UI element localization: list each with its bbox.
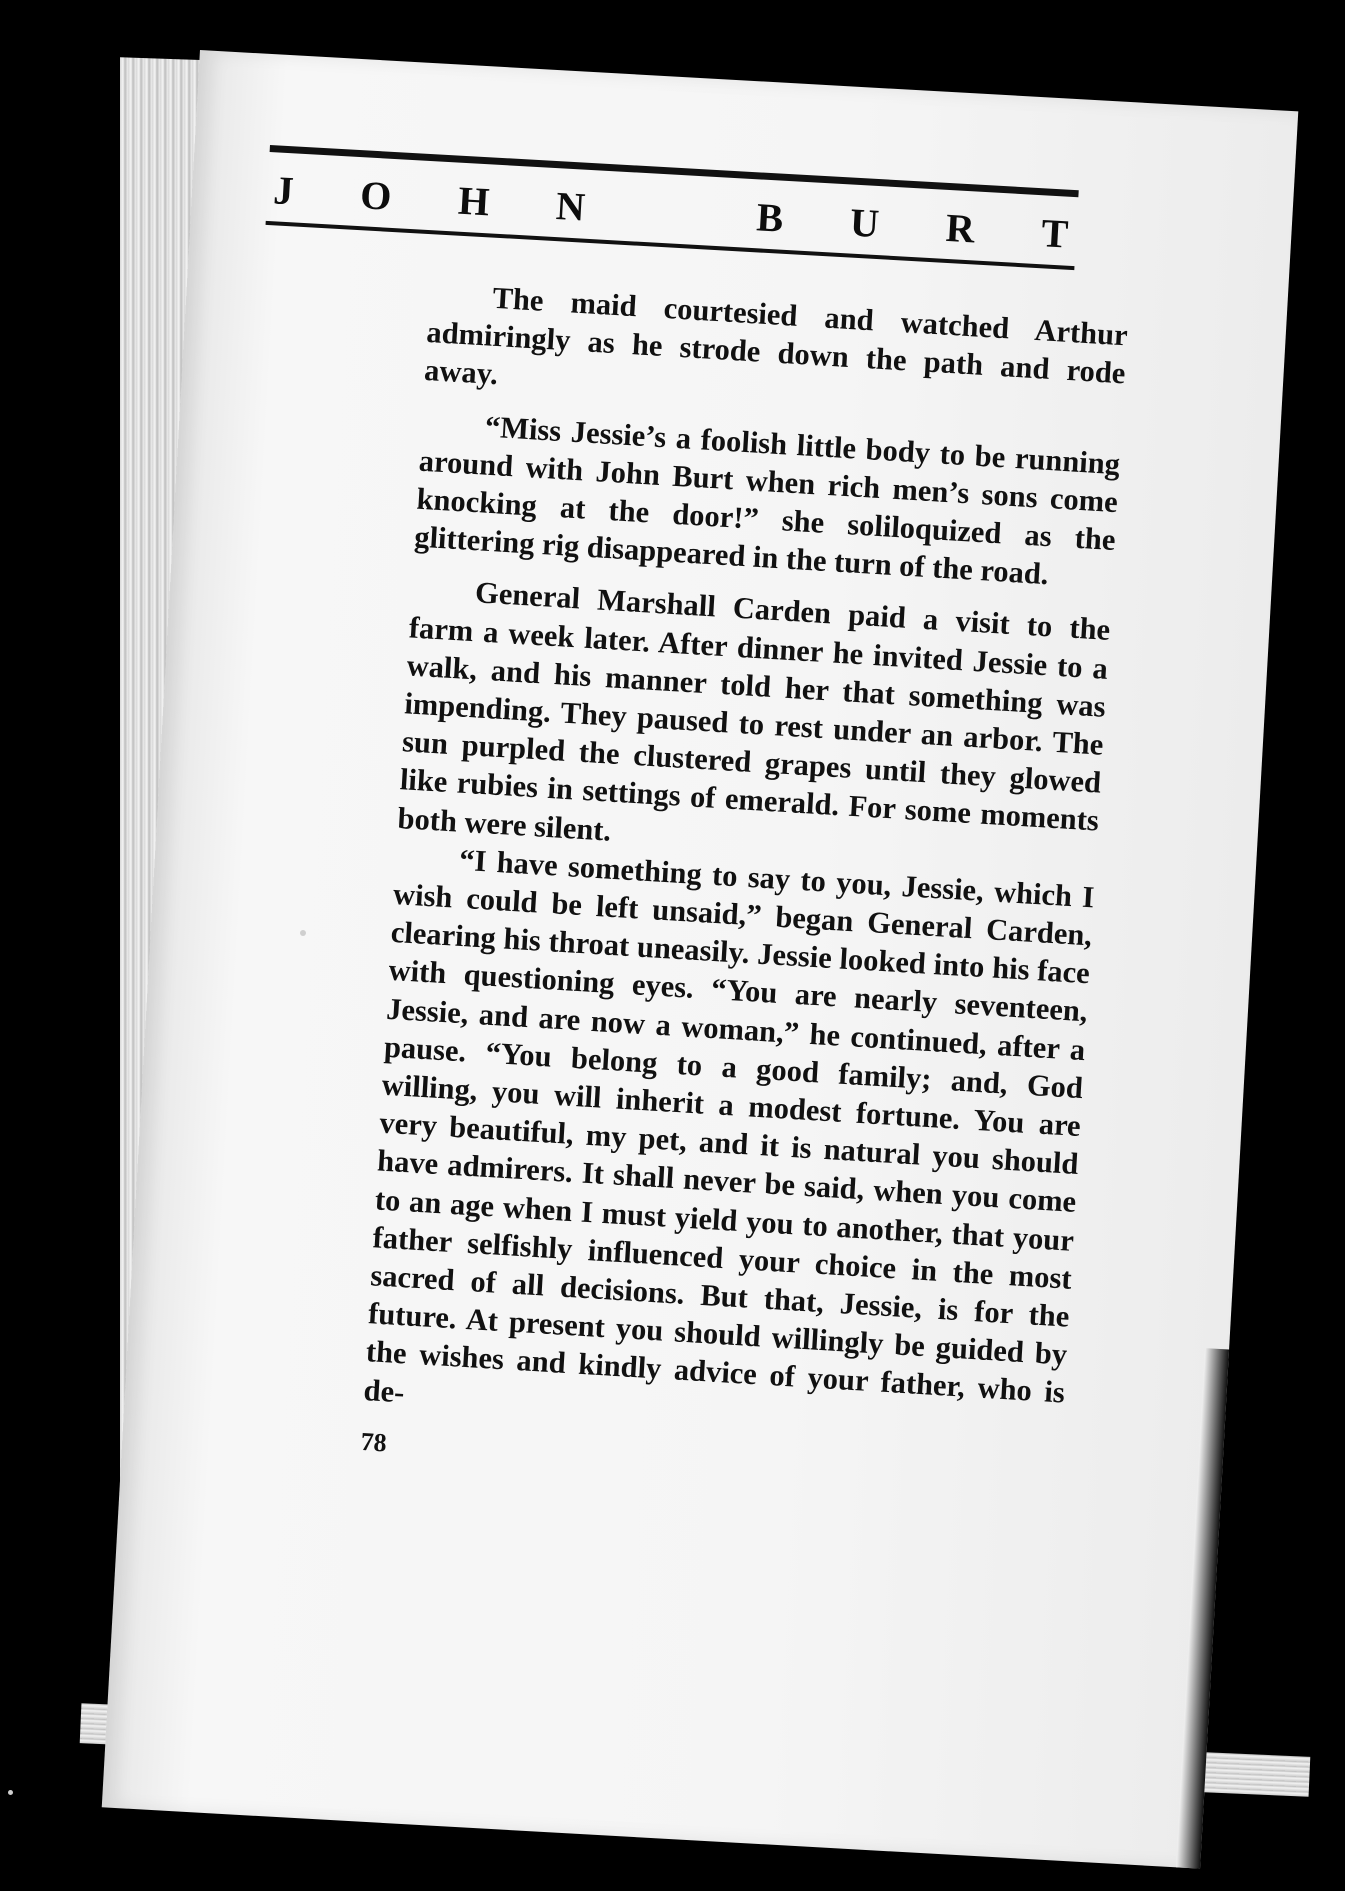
paragraph: General Marshall Carden paid a visit to the farm a week later. After dinner he invited Jessie to a walk, and his manner told her that something was impending. They paused to rest under an arbor. The sun purpled the clustered grapes until they glowed like rubies in settings of emerald. For some moments both were silent. [396,575,1112,848]
running-title-letter: O [359,172,395,219]
dust-speck [300,930,306,936]
running-title-letter: U [848,199,883,247]
running-title-letter: N [554,183,589,230]
paragraph: The maid courtesied and watched Arthur admiringly as he strode down the path and rode away. [423,280,1129,392]
running-title-letter: B [755,194,787,241]
running-title-letter: T [1040,210,1072,257]
running-title-letter: J [272,167,297,214]
body-text [360,275,1129,1503]
paragraph: “Miss Jessie’s a foolish little body to be running around with John Burt when rich men’s sons come knocking at the door!” she soliloquized as the glittering rig disappeared in the turn of the road. [413,409,1122,592]
dust-speck [8,1790,13,1795]
page-number: 78 [359,1426,388,1458]
paragraph: “I have something to say to you, Jessie, which I wish could be left unsaid,” began General Carden, clearing his throat uneasily. Jessie looked into his face with questioning eyes. “You are nearly seventeen, Jessie, and are now a woman,” he continued, after a pause. “You belong to a good family; and, God willing, you will inherit a modest fortune. You are very beautiful, my pet, and it is natural you should have admirers. It shall never be said, when you come to an age when I must yield you to another, that your father selfishly influenced your choice in the most sacred of all decisions. But that, Jessie, is for the future. At present you should willingly be guided by the wishes and kindly advice of your father, who is de- [362,842,1096,1411]
running-title-letter: H [456,177,493,225]
running-title-letter: R [944,204,978,252]
